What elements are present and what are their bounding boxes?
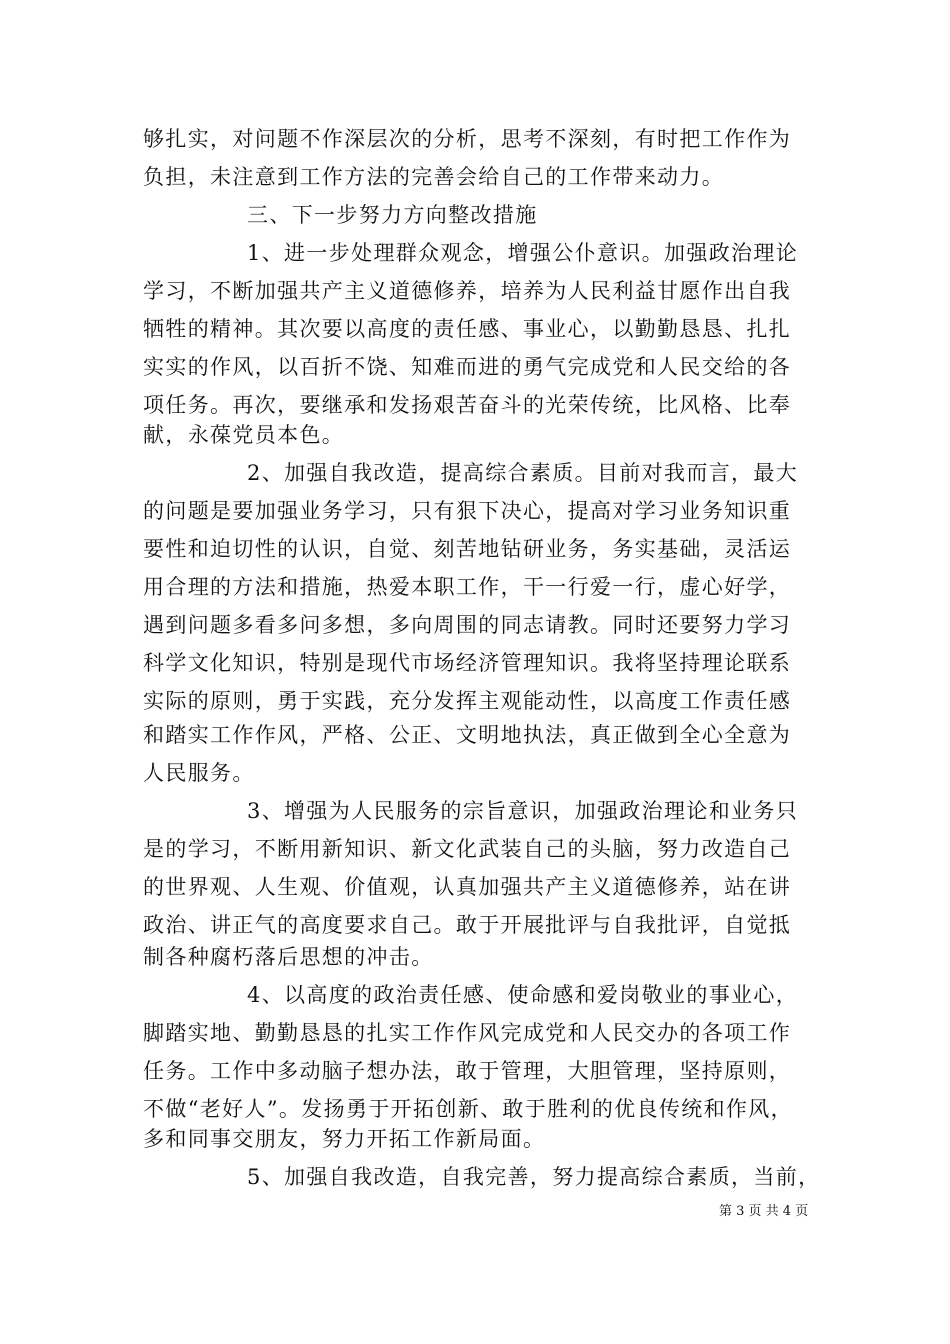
text-line: 负担，未注意到工作方法的完善会给自己的工作带来动力。 <box>143 165 725 189</box>
text-line: 遇到问题多看多问多想，多向周围的同志请教。同时还要努力学习 <box>143 613 792 637</box>
text-line: 科学文化知识，特别是现代市场经济管理知识。我将坚持理论联系 <box>143 651 792 675</box>
text-line: 1、进一步处理群众观念，增强公仆意识。加强政治理论 <box>247 241 799 265</box>
section-heading: 三、下一步努力方向整改措施 <box>247 203 538 227</box>
text-line: 项任务。再次，要继承和发扬艰苦奋斗的光荣传统，比风格、比奉 <box>143 393 792 417</box>
text-line: 5、加强自我改造，自我完善，努力提高综合素质，当前， <box>247 1165 821 1189</box>
text-line: 脚踏实地、勤勤恳恳的扎实工作作风完成党和人民交办的各项工作 <box>143 1021 792 1045</box>
text-line: 的世界观、人生观、价值观，认真加强共产主义道德修养，站在讲 <box>143 875 792 899</box>
text-line: 任务。工作中多动脑子想办法，敢于管理，大胆管理，坚持原则， <box>143 1059 792 1083</box>
text-line: 实际的原则，勇于实践，充分发挥主观能动性，以高度工作责任感 <box>143 689 792 713</box>
text-line: 牺牲的精神。其次要以高度的责任感、事业心，以勤勤恳恳、扎扎 <box>143 317 792 341</box>
text-line: 2、加强自我改造，提高综合素质。目前对我而言，最大 <box>247 461 799 485</box>
text-line: 够扎实，对问题不作深层次的分析，思考不深刻，有时把工作作为 <box>143 127 792 151</box>
text-line: 学习，不断加强共产主义道德修养，培养为人民利益甘愿作出自我 <box>143 279 792 303</box>
text-line: 3、增强为人民服务的宗旨意识，加强政治理论和业务只 <box>247 799 799 823</box>
text-line: 和踏实工作作风，严格、公正、文明地执法，真正做到全心全意为 <box>143 723 792 747</box>
text-line: 的问题是要加强业务学习，只有狠下决心，提高对学习业务知识重 <box>143 499 792 523</box>
text-line: 要性和迫切性的认识，自觉、刻苦地钻研业务，务实基础，灵活运 <box>143 537 792 561</box>
text-line: 4、以高度的政治责任感、使命感和爱岗敬业的事业心， <box>247 983 799 1007</box>
text-line: 不做“老好人”。发扬勇于开拓创新、敢于胜利的优良传统和作风， <box>143 1097 793 1121</box>
text-line: 政治、讲正气的高度要求自己。敢于开展批评与自我批评，自觉抵 <box>143 913 792 937</box>
text-line: 用合理的方法和措施，热爱本职工作，干一行爱一行，虚心好学， <box>143 575 792 599</box>
text-line: 制各种腐朽落后思想的冲击。 <box>143 945 434 969</box>
text-line: 献，永葆党员本色。 <box>143 423 345 447</box>
text-line: 实实的作风，以百折不饶、知难而进的勇气完成党和人民交给的各 <box>143 355 792 379</box>
text-line: 人民服务。 <box>143 761 255 785</box>
text-line: 是的学习，不断用新知识、新文化武装自己的头脑，努力改造自己 <box>143 837 792 861</box>
text-line: 多和同事交朋友，努力开拓工作新局面。 <box>143 1127 546 1151</box>
page-footer: 第 3 页 共 4 页 <box>719 1204 809 1219</box>
